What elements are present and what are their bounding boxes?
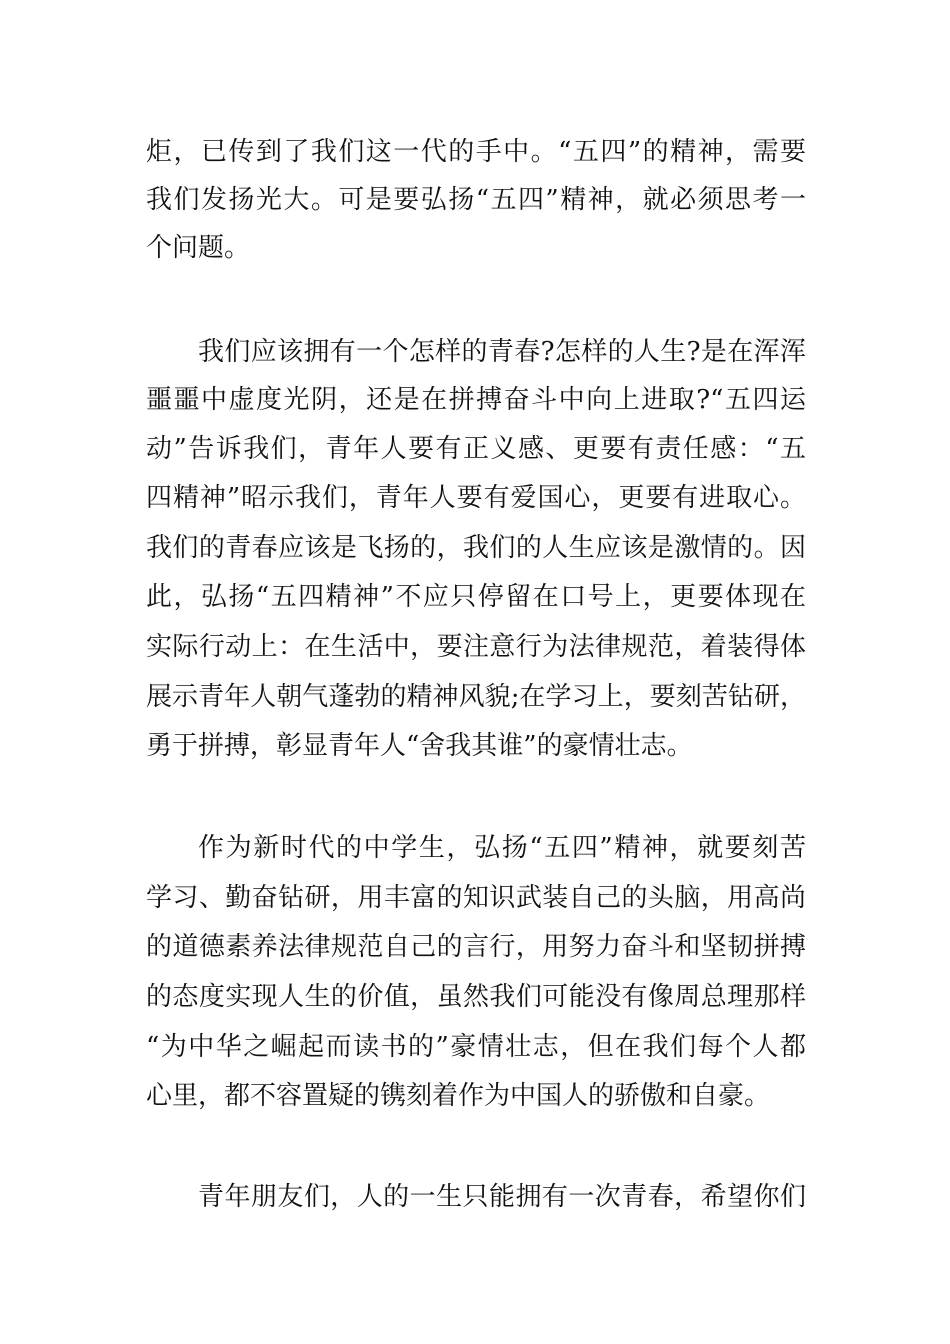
paragraph-3-line-4: 的态度实现人生的价值，虽然我们可能没有像周总理那样 xyxy=(146,982,806,1012)
paragraph-1-line-2: 我们发扬光大。可是要弘扬“五四”精神，就必须思考一 xyxy=(146,185,806,215)
paragraph-2-line-2: 噩噩中虚度光阴，还是在拼搏奋斗中向上进取?“五四运 xyxy=(146,385,806,415)
paragraph-2-line-1: 我们应该拥有一个怎样的青春?怎样的人生?是在浑浑 xyxy=(198,337,806,367)
paragraph-2-line-6: 此，弘扬“五四精神”不应只停留在口号上，更要体现在 xyxy=(146,582,806,612)
paragraph-3-line-6: 心里，都不容置疑的镌刻着作为中国人的骄傲和自豪。 xyxy=(146,1081,771,1111)
paragraph-4-line-1: 青年朋友们，人的一生只能拥有一次青春，希望你们 xyxy=(198,1182,806,1212)
paragraph-3-line-2: 学习、勤奋钻研，用丰富的知识武装自己的头脑，用高尚 xyxy=(146,883,806,913)
paragraph-3-line-5: “为中华之崛起而读书的”豪情壮志，但在我们每个人都 xyxy=(146,1032,806,1062)
paragraph-2-line-7: 实际行动上：在生活中，要注意行为法律规范，着装得体 xyxy=(146,632,806,662)
paragraph-2-line-4: 四精神”昭示我们，青年人要有爱国心，更要有进取心。 xyxy=(146,483,806,513)
paragraph-2-line-9: 勇于拼搏，彰显青年人“舍我其谁”的豪情壮志。 xyxy=(146,731,693,761)
paragraph-3-line-1: 作为新时代的中学生，弘扬“五四”精神，就要刻苦 xyxy=(198,833,806,863)
paragraph-2-line-3: 动”告诉我们，青年人要有正义感、更要有责任感：“五 xyxy=(146,434,806,464)
paragraph-1-line-3: 个问题。 xyxy=(146,233,251,263)
paragraph-2-line-5: 我们的青春应该是飞扬的，我们的人生应该是激情的。因 xyxy=(146,533,806,563)
paragraph-3-line-3: 的道德素养法律规范自己的言行，用努力奋斗和坚韧拼搏 xyxy=(146,932,806,962)
paragraph-2-line-8: 展示青年人朝气蓬勃的精神风貌;在学习上，要刻苦钻研， xyxy=(146,682,806,712)
paragraph-1-line-1: 炬，已传到了我们这一代的手中。“五四”的精神，需要 xyxy=(146,137,806,167)
